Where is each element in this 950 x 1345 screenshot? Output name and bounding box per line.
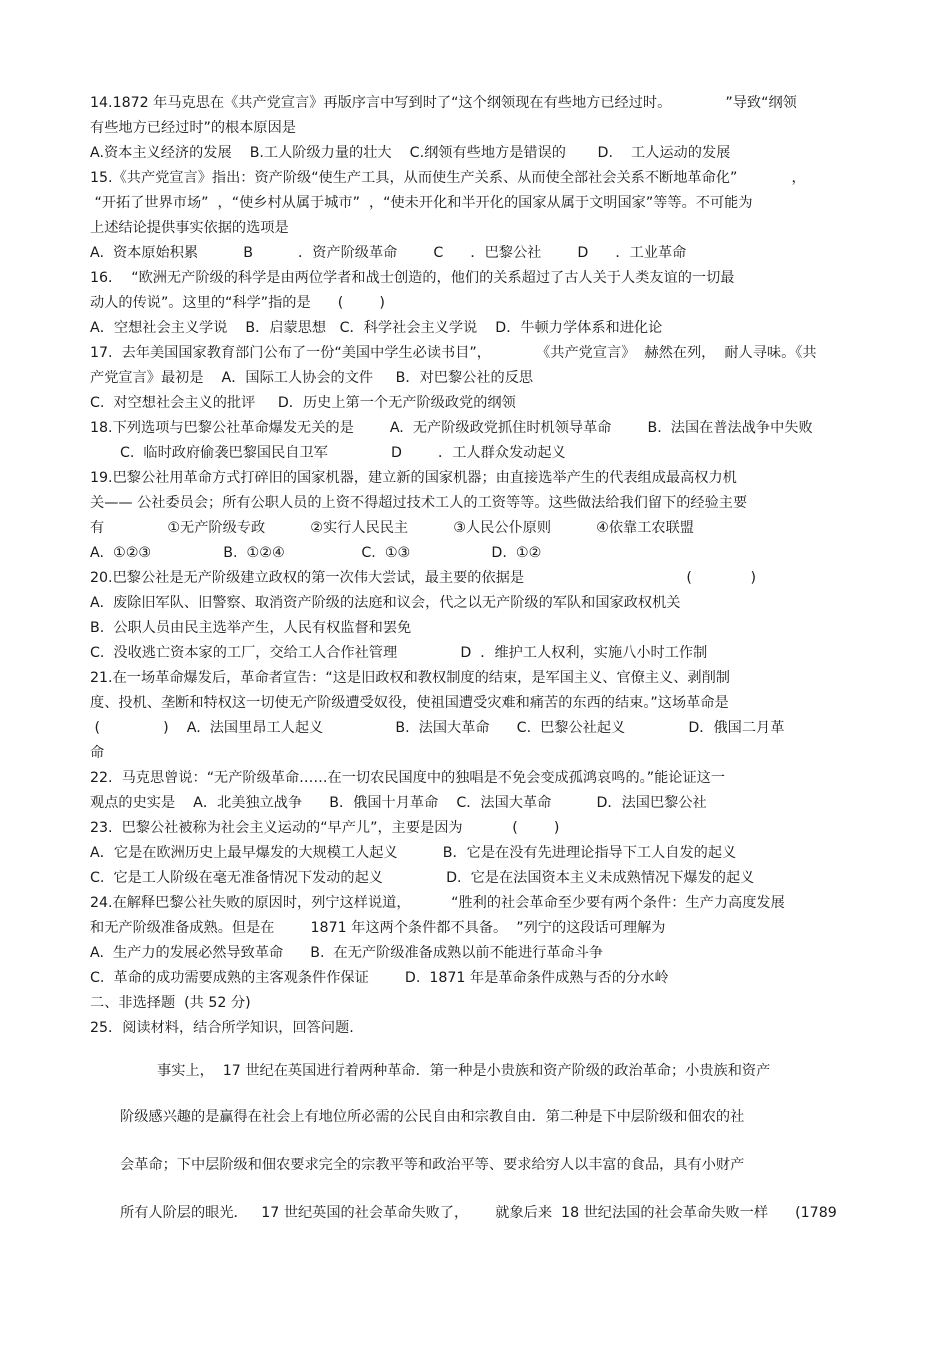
text-line: 有 ①无产阶级专政 ②实行人民民主 ③人民公仆原则 ④依靠工农联盟 [90,520,694,536]
text-line: ( ) A. 法国里昂工人起义 B. 法国大革命 C. 巴黎公社起义 D．俄国二月革 [90,720,785,736]
material-line: 会革命；下中层阶级和佃农要求完全的宗教平等和政治平等、要求给穷人以丰富的食品，具有小财产 [120,1157,745,1173]
question-25: 25．阅读材料，结合所学知识，回答问题. [90,1020,354,1036]
text-line: A. 废除旧军队、旧警察、取消资产阶级的法庭和议会，代之以无产阶级的军队和国家政权机关 [90,595,681,611]
text-line: 动人的传说”。这里的“科学”指的是 ( ) [90,295,385,311]
material-line: 阶级感兴趣的是赢得在社会上有地位所必需的公民自由和宗教自由．第二种是下中层阶级和佃农的社 [120,1109,745,1125]
text-line: C. 它是工人阶级在毫无准备情况下发动的起义 D. 它是在法国资本主义未成熟情况下爆发的起义 [90,870,755,886]
text-line: 产党宣言》最初是 A．国际工人协会的文件 B．对巴黎公社的反思 [90,370,534,386]
text-line: 24.在解释巴黎公社失败的原因时，列宁这样说道， “胜利的社会革命至少要有两个条件：生产力高度发展 [90,895,785,911]
text-line: A. ①②③ B. ①②④ C. ①③ D. ①② [90,545,542,561]
text-line: A. 生产力的发展必然导致革命 B. 在无产阶级准备成熟以前不能进行革命斗争 [90,945,604,961]
text-line: 观点的史实是 A．北美独立战争 B．俄国十月革命 C．法国大革命 D．法国巴黎公社 [90,795,707,811]
section-heading: 二、非选择题 (共 52 分) [90,995,251,1011]
text-line: 15.《共产党宣言》指出：资产阶级“使生产工具，从而使生产关系、从而使全部社会关系不断地革命化” ， [90,170,806,186]
text-line: A.资本主义经济的发展 B.工人阶级力量的壮大 C.纲领有些地方是错误的 D. 工人运动的发展 [90,145,731,161]
text-line: 19.巴黎公社用革命方式打碎旧的国家机器，建立新的国家机器；由直接选举产生的代表组成最高权力机 [90,470,737,486]
text-line: 20.巴黎公社是无产阶级建立政权的第一次伟大尝试，最主要的依据是 ( ) [90,570,757,586]
material-line: 所有人阶层的眼光． 17 世纪英国的社会革命失败了， 就象后来 18 世纪法国的社会革命失败一样 (1789 [120,1205,837,1221]
text-line: 17. 去年美国国家教育部门公布了一份“美国中学生必读书目”， 《共产党宣言》 赫然在列， 耐人寻味。《共 [90,345,817,361]
text-line: A．它是在欧洲历史上最早爆发的大规模工人起义 B．它是在没有先进理论指导下工人自发的起义 [90,845,737,861]
material-line: 事实上， 17 世纪在英国进行着两种革命．第一种是小贵族和资产阶级的政治革命；小贵族和资产 [157,1063,771,1079]
text-line: 21.在一场革命爆发后，革命者宣告：“这是旧政权和教权制度的结束，是军国主义、官僚主义、剥削制 [90,670,730,686]
text-line: 命 [90,745,105,761]
text-line: 14.1872 年马克思在《共产党宣言》再版序言中写到时了“这个纲领现在有些地方已经过时。 ”导致“纲领 [90,95,797,111]
text-line: C. 没收逃亡资本家的工厂，交给工人合作社管理 D ．维护工人权利，实施八小时工作制 [90,645,708,661]
text-line: 23. 巴黎公社被称为社会主义运动的“早产儿”，主要是因为 ( ) [90,820,560,836]
text-line: 上述结论提供事实依据的选项是 [90,220,289,236]
text-line: A．空想社会主义学说 B．启蒙思想 C．科学社会主义学说 D．牛顿力学体系和进化论 [90,320,663,336]
text-line: 关—— 公社委员会；所有公职人员的上资不得超过技术工人的工资等等。这些做法给我们留下的经验主要 [90,495,748,511]
text-line: 度、投机、垄断和特权这一切使无产阶级遭受奴役，使祖国遭受灾难和痛苦的东西的结束。”这场革命是 [90,695,729,711]
text-line: “开拓了世界市场” ，“使乡村从属于城市” ，“使未开化和半开化的国家从属于文明国家”等等。不可能为 [90,195,753,211]
text-line: 和无产阶级准备成熟。但是在 1871 年这两个条件都不具备。 ”列宁的这段话可理解为 [90,920,666,936]
text-line: A. 资本原始积累 B ．资产阶级革命 C ．巴黎公社 D ．工业革命 [90,245,687,261]
text-line: 有些地方已经过时”的根本原因是 [90,120,296,136]
text-line: 22. 马克思曾说：“无产阶级革命……在一切农民国度中的独唱是不免会变成孤鸿哀鸣的。”能论证这一 [90,770,726,786]
text-line: C. 临时政府偷袭巴黎国民自卫军 D ．工人群众发动起义 [120,445,566,461]
text-line: C. 对空想社会主义的批评 D．历史上第一个无产阶级政党的纲领 [90,395,516,411]
text-line: 16． “欧洲无产阶级的科学是由两位学者和战士创造的，他们的关系超过了古人关于人类友谊的一切最 [90,270,735,286]
text-line: 18.下列选项与巴黎公社革命爆发无关的是 A. 无产阶级政党抓住时机领导革命 B. 法国在普法战争中失败 [90,420,813,436]
text-line: C. 革命的成功需要成熟的主客观条件作保证 D. 1871 年是革命条件成熟与否的分水岭 [90,970,669,986]
text-line: B. 公职人员由民主选举产生，人民有权监督和罢免 [90,620,412,636]
